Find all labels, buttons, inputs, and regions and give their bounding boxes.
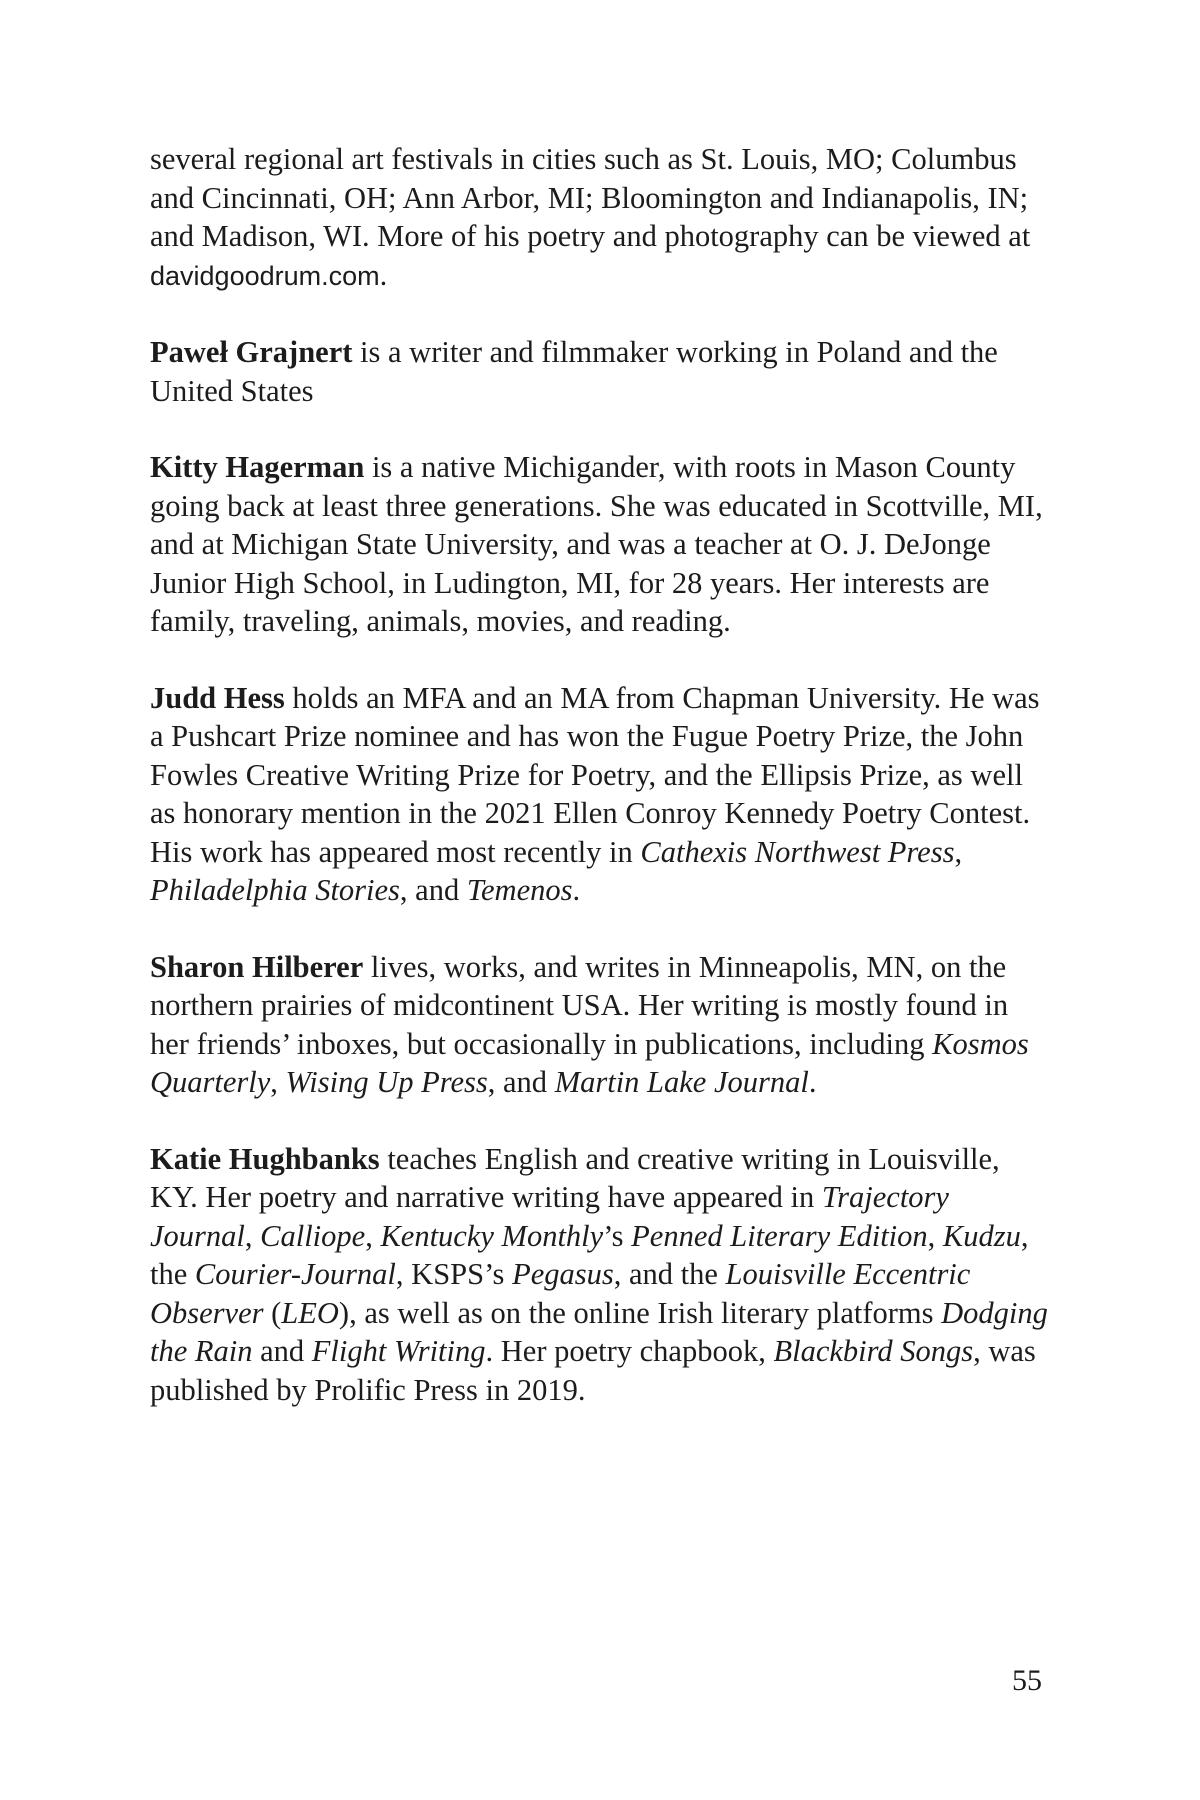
bio-text: , and	[487, 1065, 555, 1099]
publication-title: Blackbird Songs	[773, 1334, 974, 1368]
publication-title: Temenos	[466, 873, 573, 907]
bio-text: ’s	[603, 1218, 632, 1253]
bio-text: , and	[399, 873, 467, 907]
publication-title: Martin Lake Journal	[554, 1065, 809, 1099]
author-name: Sharon Hilberer	[150, 949, 364, 984]
bio-text: (	[263, 1295, 282, 1330]
page-body	[150, 140, 1050, 1447]
bio-text: ,	[270, 1065, 286, 1099]
page-number: 55	[1012, 1664, 1042, 1697]
bio-judd-hess	[150, 679, 1050, 910]
bio-continuation	[150, 140, 1050, 295]
publication-title: Dodging the Rain	[150, 1295, 1048, 1368]
bio-text: ), as well as on the online Irish literary platforms	[338, 1295, 942, 1330]
author-name: Kitty Hagerman	[150, 450, 365, 484]
bio-text: , KSPS’s	[395, 1257, 513, 1291]
bio-text: , the	[150, 1218, 1029, 1291]
author-name: Katie Hughbanks	[150, 1141, 380, 1176]
bio-text: . Her poetry chapbook,	[485, 1334, 774, 1368]
publication-title: Flight Writing	[311, 1334, 486, 1368]
bio-kitty-hagerman	[150, 448, 1050, 641]
publication-title: Kosmos Quarterly	[150, 1026, 1029, 1099]
website-link[interactable]: davidgoodrum.com	[150, 260, 380, 291]
publication-title: Calliope	[260, 1218, 366, 1253]
author-name: Paweł Grajnert	[150, 335, 353, 369]
bio-text: teaches English and creative writing in Louisville, KY. Her poetry and narrative writing have appeared in	[150, 1141, 1000, 1214]
bio-text: ,	[954, 834, 963, 869]
publication-title: Cathexis Northwest Press	[640, 834, 955, 869]
publication-title: Trajectory Journal	[150, 1180, 949, 1253]
bio-text-end: .	[379, 257, 388, 292]
bio-text: .	[808, 1065, 817, 1099]
bio-text: , was published by Prolific Press in 2019.	[150, 1334, 1036, 1407]
publication-title: Louisville Eccentric Observer	[150, 1257, 971, 1330]
bio-sharon-hilberer	[150, 948, 1050, 1102]
bio-text: ,	[927, 1218, 943, 1253]
bio-text: several regional art festivals in cities such as St. Louis, MO; Columbus and Cincinnati, OH; Ann Arbor, MI; Bloomington and Indianapolis, IN; and Madison, WI. More of his poetry and photography can be viewed at	[150, 142, 1031, 253]
publication-title: Courier-Journal	[194, 1257, 396, 1291]
publication-title: Philadelphia Stories	[150, 873, 400, 907]
bio-text: .	[572, 873, 581, 907]
bio-text: and	[252, 1334, 312, 1368]
publication-title: Kentucky Monthly	[380, 1218, 604, 1253]
bio-text: lives, works, and writes in Minneapolis, MN, on the northern prairies of midcontinent USA. Her writing is mostly found in her friends’ inboxes, but occasionally in publications, including	[150, 949, 1009, 1061]
bio-text: holds an MFA and an MA from Chapman University. He was a Pushcart Prize nominee and has won the Fugue Poetry Prize, the John Fowles Creative Writing Prize for Poetry, and the Ellipsis Prize, as well as honorary mention in the 2021 Ellen Conroy Kennedy Poetry Contest. His work has appeared most recently in	[150, 680, 1040, 869]
publication-title: Penned Literary Edition	[631, 1218, 928, 1253]
publication-title: Pegasus	[512, 1257, 614, 1291]
bio-pawel-grajnert	[150, 333, 1050, 410]
author-name: Judd Hess	[150, 680, 285, 715]
bio-katie-hughbanks	[150, 1140, 1050, 1410]
publication-title: Wising Up Press	[285, 1065, 488, 1099]
publication-title: LEO	[281, 1295, 339, 1330]
bio-text: ,	[244, 1218, 261, 1253]
publication-title: Kudzu	[942, 1218, 1021, 1253]
bio-text: is a writer and filmmaker working in Poland and the United States	[150, 335, 998, 408]
bio-text: ,	[365, 1218, 381, 1253]
bio-text: , and the	[613, 1257, 726, 1291]
bio-text: is a native Michigander, with roots in Mason County going back at least three generations. She was educated in Scottville, MI, and at Michigan State University, and was a teacher at O. J. DeJonge Junior High School, in Ludington, MI, for 28 years. Her interests are family, traveling, animals, movies, and reading.	[150, 450, 1043, 638]
